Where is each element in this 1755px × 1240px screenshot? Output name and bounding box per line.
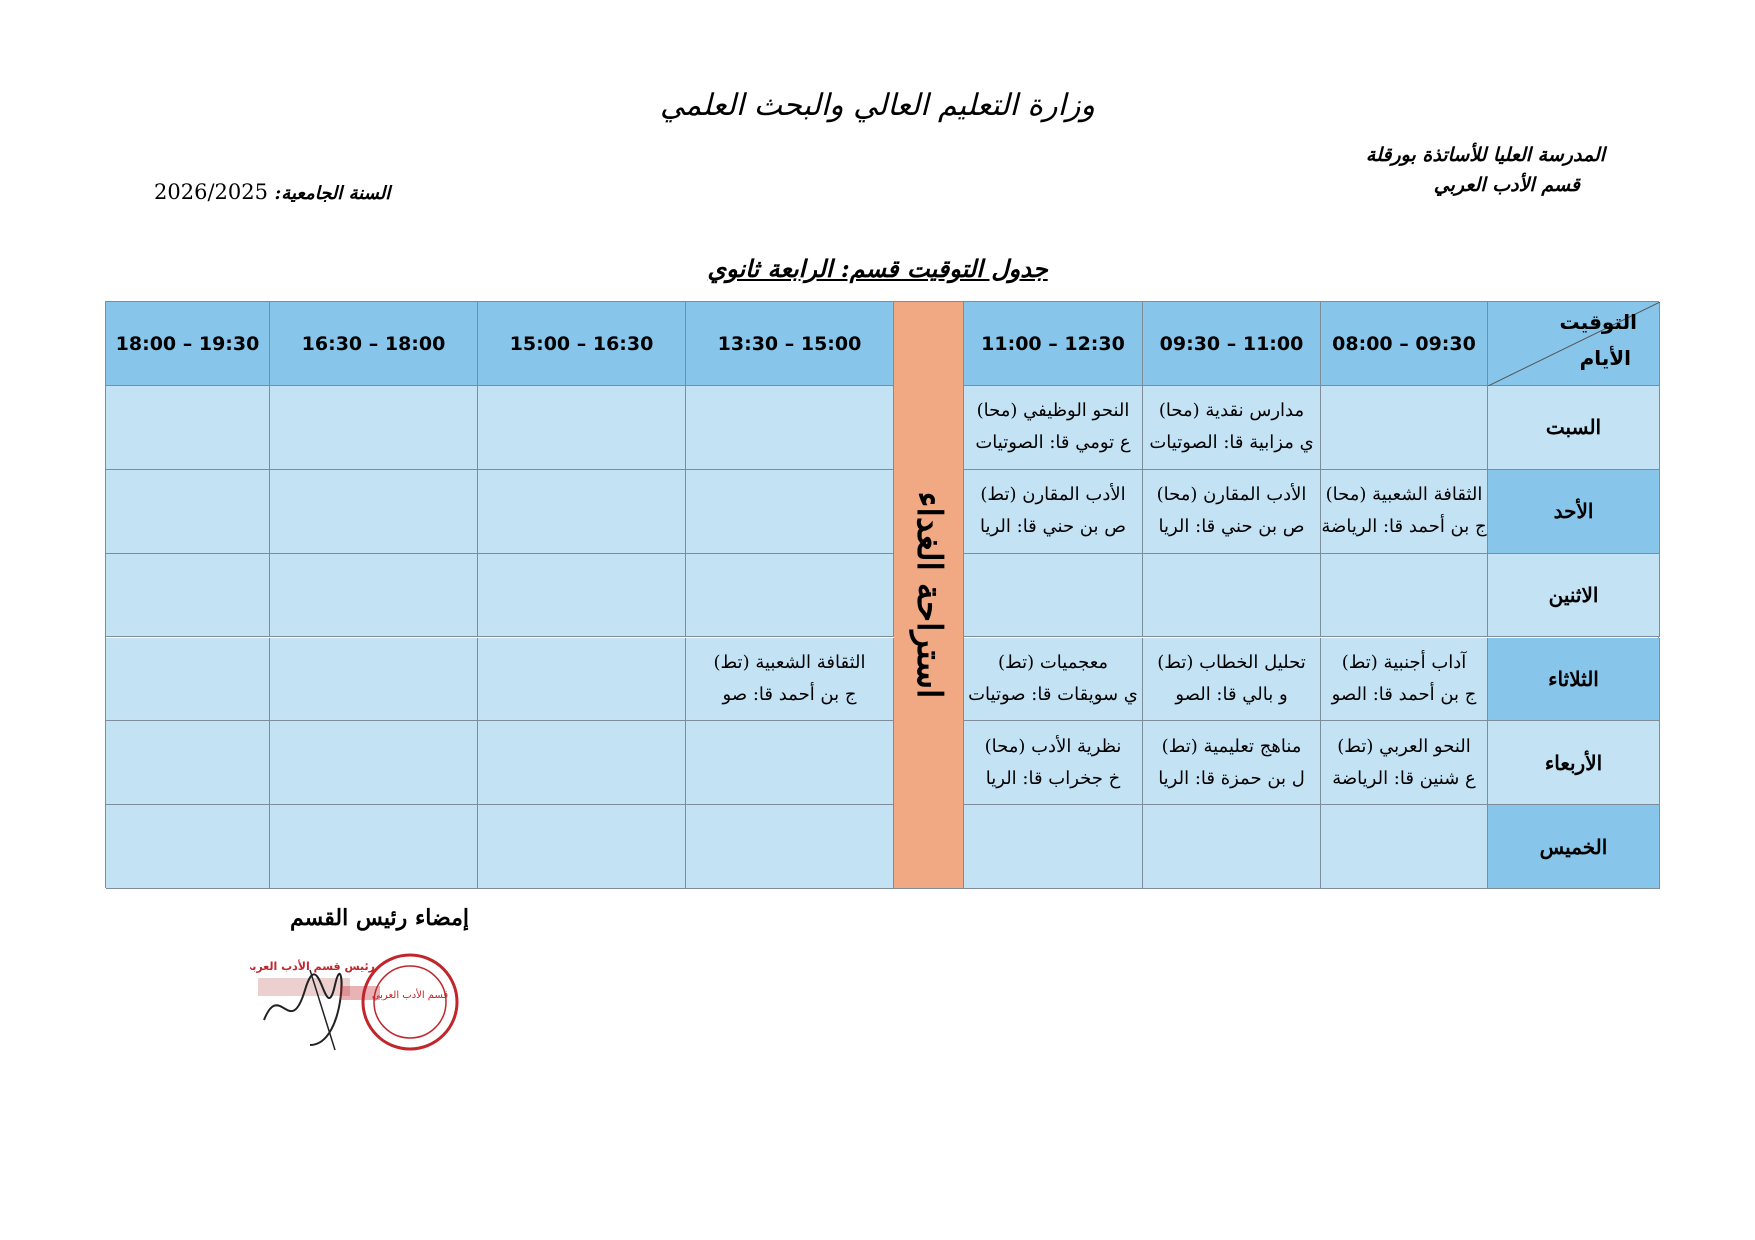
course-name: آداب أجنبية (تط): [1341, 651, 1467, 673]
day-label: الخميس: [1488, 805, 1660, 889]
department-name: قسم الأدب العربي: [1433, 174, 1580, 196]
course-name: نظرية الأدب (محا): [984, 735, 1122, 757]
timetable-cell: [270, 470, 478, 554]
timetable-cell: [478, 638, 686, 722]
course-teacher-room: ص بن حني قا: الريا: [1158, 516, 1305, 538]
academic-year-value: 2026/2025: [154, 180, 268, 204]
timetable-cell: [1143, 638, 1321, 722]
timetable-cell: [1321, 721, 1488, 805]
timetable-cell: [1321, 386, 1488, 470]
course-teacher-room: ج بن أحمد قا: الرياضة: [1321, 516, 1487, 538]
school-name: المدرسة العليا للأساتذة بورقلة: [1365, 144, 1605, 166]
timetable-cell: [106, 805, 270, 889]
signature-title: إمضاء رئيس القسم: [290, 905, 469, 931]
timetable: [105, 301, 1659, 888]
course-name: النحو العربي (تط): [1337, 735, 1471, 757]
timetable-cell: [478, 805, 686, 889]
time-slot-header: 13:30 – 15:00: [686, 302, 894, 386]
timetable-cell: [270, 554, 478, 638]
institution-block: [1366, 140, 1605, 200]
timetable-cell: [478, 386, 686, 470]
timetable-cell: [270, 805, 478, 889]
timetable-cell: [964, 638, 1143, 722]
timetable-cell: [686, 721, 894, 805]
timetable-cell: [964, 805, 1143, 889]
table-title: جدول التوقيت قسم: الرابعة ثانوي: [707, 254, 1048, 283]
department-stamp: [250, 950, 465, 1055]
timetable-cell: [1321, 554, 1488, 638]
timetable-cell: [1321, 638, 1488, 722]
course-name: الثقافة الشعبية (تط): [713, 651, 866, 673]
course-teacher-room: ي مزابية قا: الصوتيات: [1149, 432, 1314, 454]
course-name: النحو الوظيفي (محا): [976, 400, 1130, 422]
timetable-cell: [270, 386, 478, 470]
course-teacher-room: ج بن أحمد قا: صو: [722, 683, 857, 705]
time-slot-header: 16:30 – 18:00: [270, 302, 478, 386]
timetable-cell: [270, 721, 478, 805]
table-title-wrap: [0, 254, 1755, 283]
corner-label-time: التوقيت: [1559, 310, 1637, 334]
timetable-cell: [964, 554, 1143, 638]
corner-label-days: الأيام: [1579, 346, 1631, 370]
course-name: تحليل الخطاب (تط): [1157, 651, 1306, 673]
timetable-cell: [478, 554, 686, 638]
stamp-text-center: قسم الأدب العربي: [371, 990, 449, 1001]
course-teacher-room: ص بن حني قا: الريا: [980, 516, 1126, 538]
lunch-break-label: استراحة الغداء: [908, 491, 949, 699]
day-label: الاثنين: [1488, 554, 1660, 638]
course-teacher-room: ل بن حمزة قا: الريا: [1158, 767, 1305, 789]
course-name: مناهج تعليمية (تط): [1161, 735, 1302, 757]
timetable-cell: [686, 554, 894, 638]
timetable-cell: [1321, 805, 1488, 889]
timetable-cell: [686, 470, 894, 554]
course-name: الأدب المقارن (تط): [980, 484, 1126, 506]
timetable-cell: [1143, 470, 1321, 554]
academic-year-label: السنة الجامعية:: [274, 183, 391, 204]
course-teacher-room: و بالي قا: الصو: [1175, 683, 1288, 705]
course-name: مدارس نقدية (محا): [1158, 400, 1305, 422]
timetable-cell: [1143, 386, 1321, 470]
lunch-break-column: [894, 302, 964, 889]
corner-header-cell: [1488, 302, 1660, 386]
timetable-cell: [478, 470, 686, 554]
timetable-cell: [686, 638, 894, 722]
stamp-text-head: رئيس قسم الأدب العربي: [250, 960, 375, 973]
timetable-cell: [686, 386, 894, 470]
timetable-cell: [106, 554, 270, 638]
course-name: الثقافة الشعبية (محا): [1325, 484, 1483, 506]
timetable-cell: [686, 805, 894, 889]
timetable-cell: [1143, 554, 1321, 638]
day-label: الثلاثاء: [1488, 638, 1660, 722]
course-teacher-room: ي سويقات قا: صوتيات: [968, 683, 1138, 705]
day-label: الأحد: [1488, 470, 1660, 554]
timetable-cell: [106, 470, 270, 554]
timetable-cell: [964, 470, 1143, 554]
timetable-cell: [106, 638, 270, 722]
day-label: السبت: [1488, 386, 1660, 470]
course-teacher-room: ع شنين قا: الرياضة: [1332, 767, 1476, 789]
timetable-cell: [478, 721, 686, 805]
course-name: الأدب المقارن (محا): [1156, 484, 1307, 506]
timetable-cell: [270, 638, 478, 722]
course-teacher-room: ع تومي قا: الصوتيات: [975, 432, 1131, 454]
course-teacher-room: ج بن أحمد قا: الصو: [1331, 683, 1477, 705]
ministry-title: وزارة التعليم العالي والبحث العلمي: [660, 88, 1095, 123]
time-slot-header: 15:00 – 16:30: [478, 302, 686, 386]
timetable-cell: [964, 721, 1143, 805]
time-slot-header: 08:00 – 09:30: [1321, 302, 1488, 386]
timetable-cell: [1143, 805, 1321, 889]
day-label: الأربعاء: [1488, 721, 1660, 805]
course-teacher-room: خ جخراب قا: الريا: [985, 767, 1121, 789]
timetable-cell: [106, 386, 270, 470]
timetable-cell: [1143, 721, 1321, 805]
timetable-cell: [1321, 470, 1488, 554]
timetable-cell: [964, 386, 1143, 470]
academic-year: [154, 180, 390, 204]
time-slot-header: 18:00 – 19:30: [106, 302, 270, 386]
timetable-cell: [106, 721, 270, 805]
time-slot-header: 09:30 – 11:00: [1143, 302, 1321, 386]
course-name: معجميات (تط): [997, 651, 1109, 673]
time-slot-header: 11:00 – 12:30: [964, 302, 1143, 386]
